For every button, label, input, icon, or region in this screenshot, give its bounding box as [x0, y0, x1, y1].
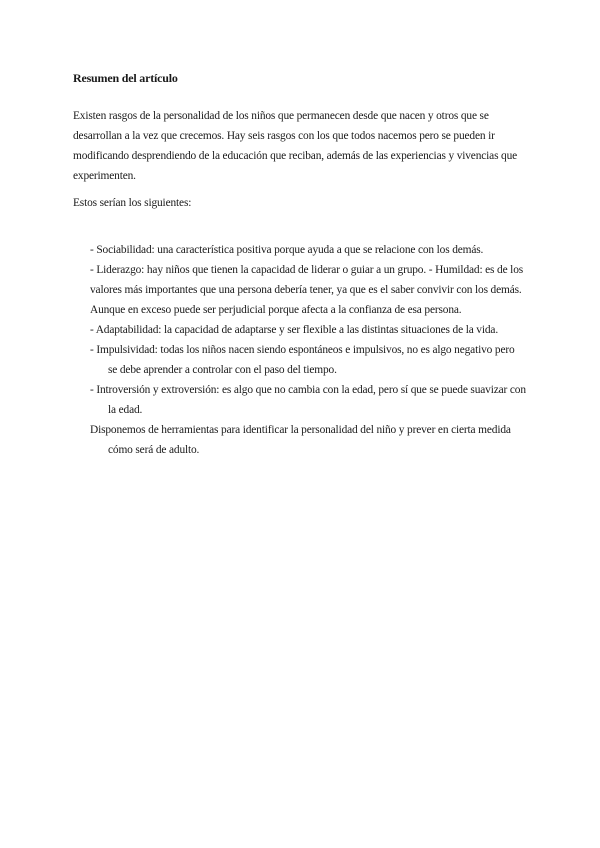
- list-item-introversion: - Introversión y extroversión: es algo que no cambia con la edad, pero sí que se puede suavizar con la edad.: [90, 384, 526, 416]
- traits-list: [90, 240, 526, 460]
- document-title: Resumen del artículo: [73, 71, 178, 85]
- list-item-liderazgo-humildad: - Liderazgo: hay niños que tienen la capacidad de liderar o guiar a un grupo. - Humildad: es de los valores más importantes que una persona debería tener, ya que es el saber convivir con los demás. Aunque en exceso puede ser perjudicial porque afecta a la confianza de esa persona.: [90, 264, 524, 316]
- list-item-impulsividad: - Impulsividad: todas los niños nacen siendo espontáneos e impulsivos, no es algo negativo pero se debe aprender a controlar con el paso del tiempo.: [90, 344, 515, 376]
- summary-paragraph: Existen rasgos de la personalidad de los niños que permanecen desde que nacen y otros que se desarrollan a la vez que crecemos. Hay seis rasgos con los que todos nacemos pero se pueden ir modificando desprendiendo de la educación que reciban, además de las experiencias y vivencias que experimenten.: [73, 110, 518, 182]
- list-item-sociabilidad: - Sociabilidad: una característica positiva porque ayuda a que se relacione con los demás.: [90, 244, 484, 256]
- list-item-adaptabilidad: - Adaptabilidad: la capacidad de adaptarse y ser flexible a las distintas situaciones de la vida.: [90, 324, 499, 336]
- closing-paragraph: Disponemos de herramientas para identificar la personalidad del niño y prever en cierta medida cómo será de adulto.: [90, 424, 511, 456]
- list-intro: Estos serían los siguientes:: [73, 197, 192, 209]
